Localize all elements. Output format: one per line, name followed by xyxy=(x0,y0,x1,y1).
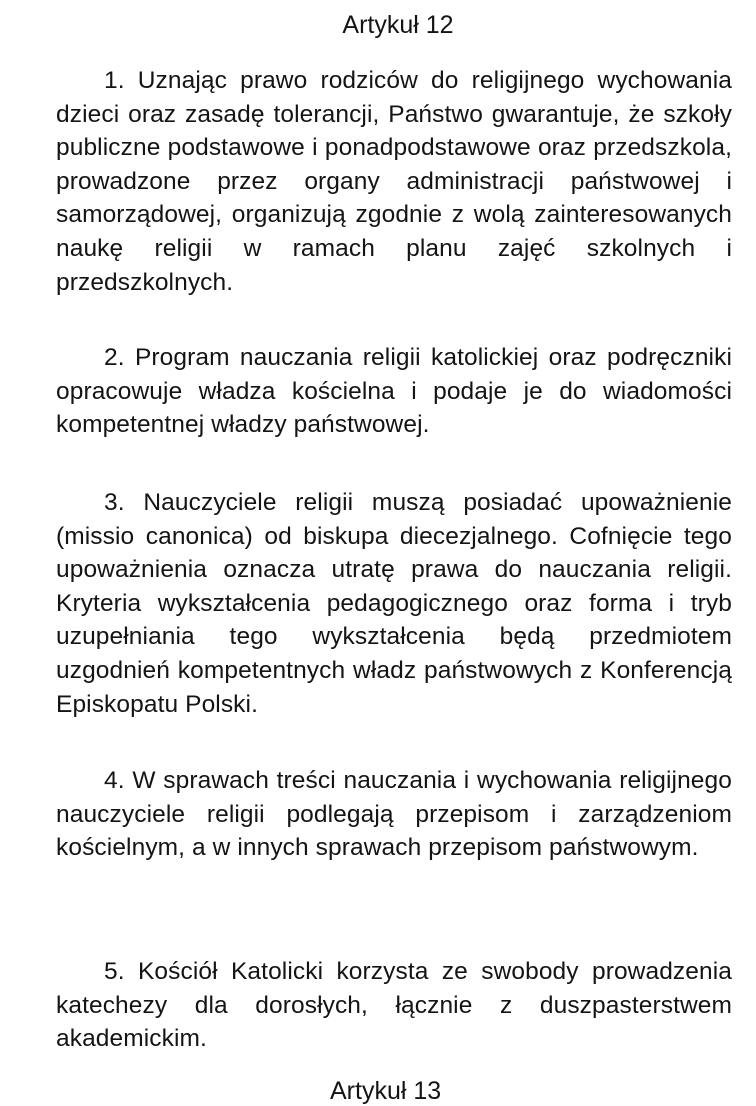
paragraph-5: 5. Kościół Katolicki korzysta ze swobody prowadzenia katechezy dla dorosłych, łącznie z duszpasterstwem akademickim. xyxy=(56,958,732,1053)
paragraph-2: 2. Program nauczania religii katolickiej oraz podręczniki opracowuje władza kościelna i podaje je do wiadomości kompetentnej władzy państwowej. xyxy=(56,344,732,439)
next-article-heading-cut xyxy=(330,1076,450,1105)
next-article-heading-text: Artykuł 13 xyxy=(330,1077,442,1105)
paragraph-4: 4. W sprawach treści nauczania i wychowania religijnego nauczyciele religii podlegają przepisom i zarządzeniom kościelnym, a w innych sprawach przepisom państwowym. xyxy=(56,767,732,862)
paragraph-1: 1. Uznając prawo rodziców do religijnego wychowania dzieci oraz zasadę tolerancji, Państwo gwarantuje, że szkoły publiczne podstawowe i ponadpodstawowe oraz przedszkola, prowadzone przez organy administracji państwowej i samorządowej, organizują zgodnie z wolą zainteresowanych naukę religii w ramach planu zajęć szkolnych i przedszkolnych. xyxy=(56,67,732,296)
article-title: Artykuł 12 xyxy=(342,11,454,39)
heading-wrap xyxy=(56,0,732,40)
paragraph-3: 3. Nauczyciele religii muszą posiadać upoważnienie (missio canonica) od biskupa diecezjalnego. Cofnięcie tego upoważnienia oznacza utratę prawa do nauczania religii. Kryteria wykształcenia pedagogicznego oraz forma i tryb uzupełniania tego wykształcenia będą przedmiotem uzgodnień kompetentnych władz państwowych z Konferencją Episkopatu Polski. xyxy=(56,489,732,718)
